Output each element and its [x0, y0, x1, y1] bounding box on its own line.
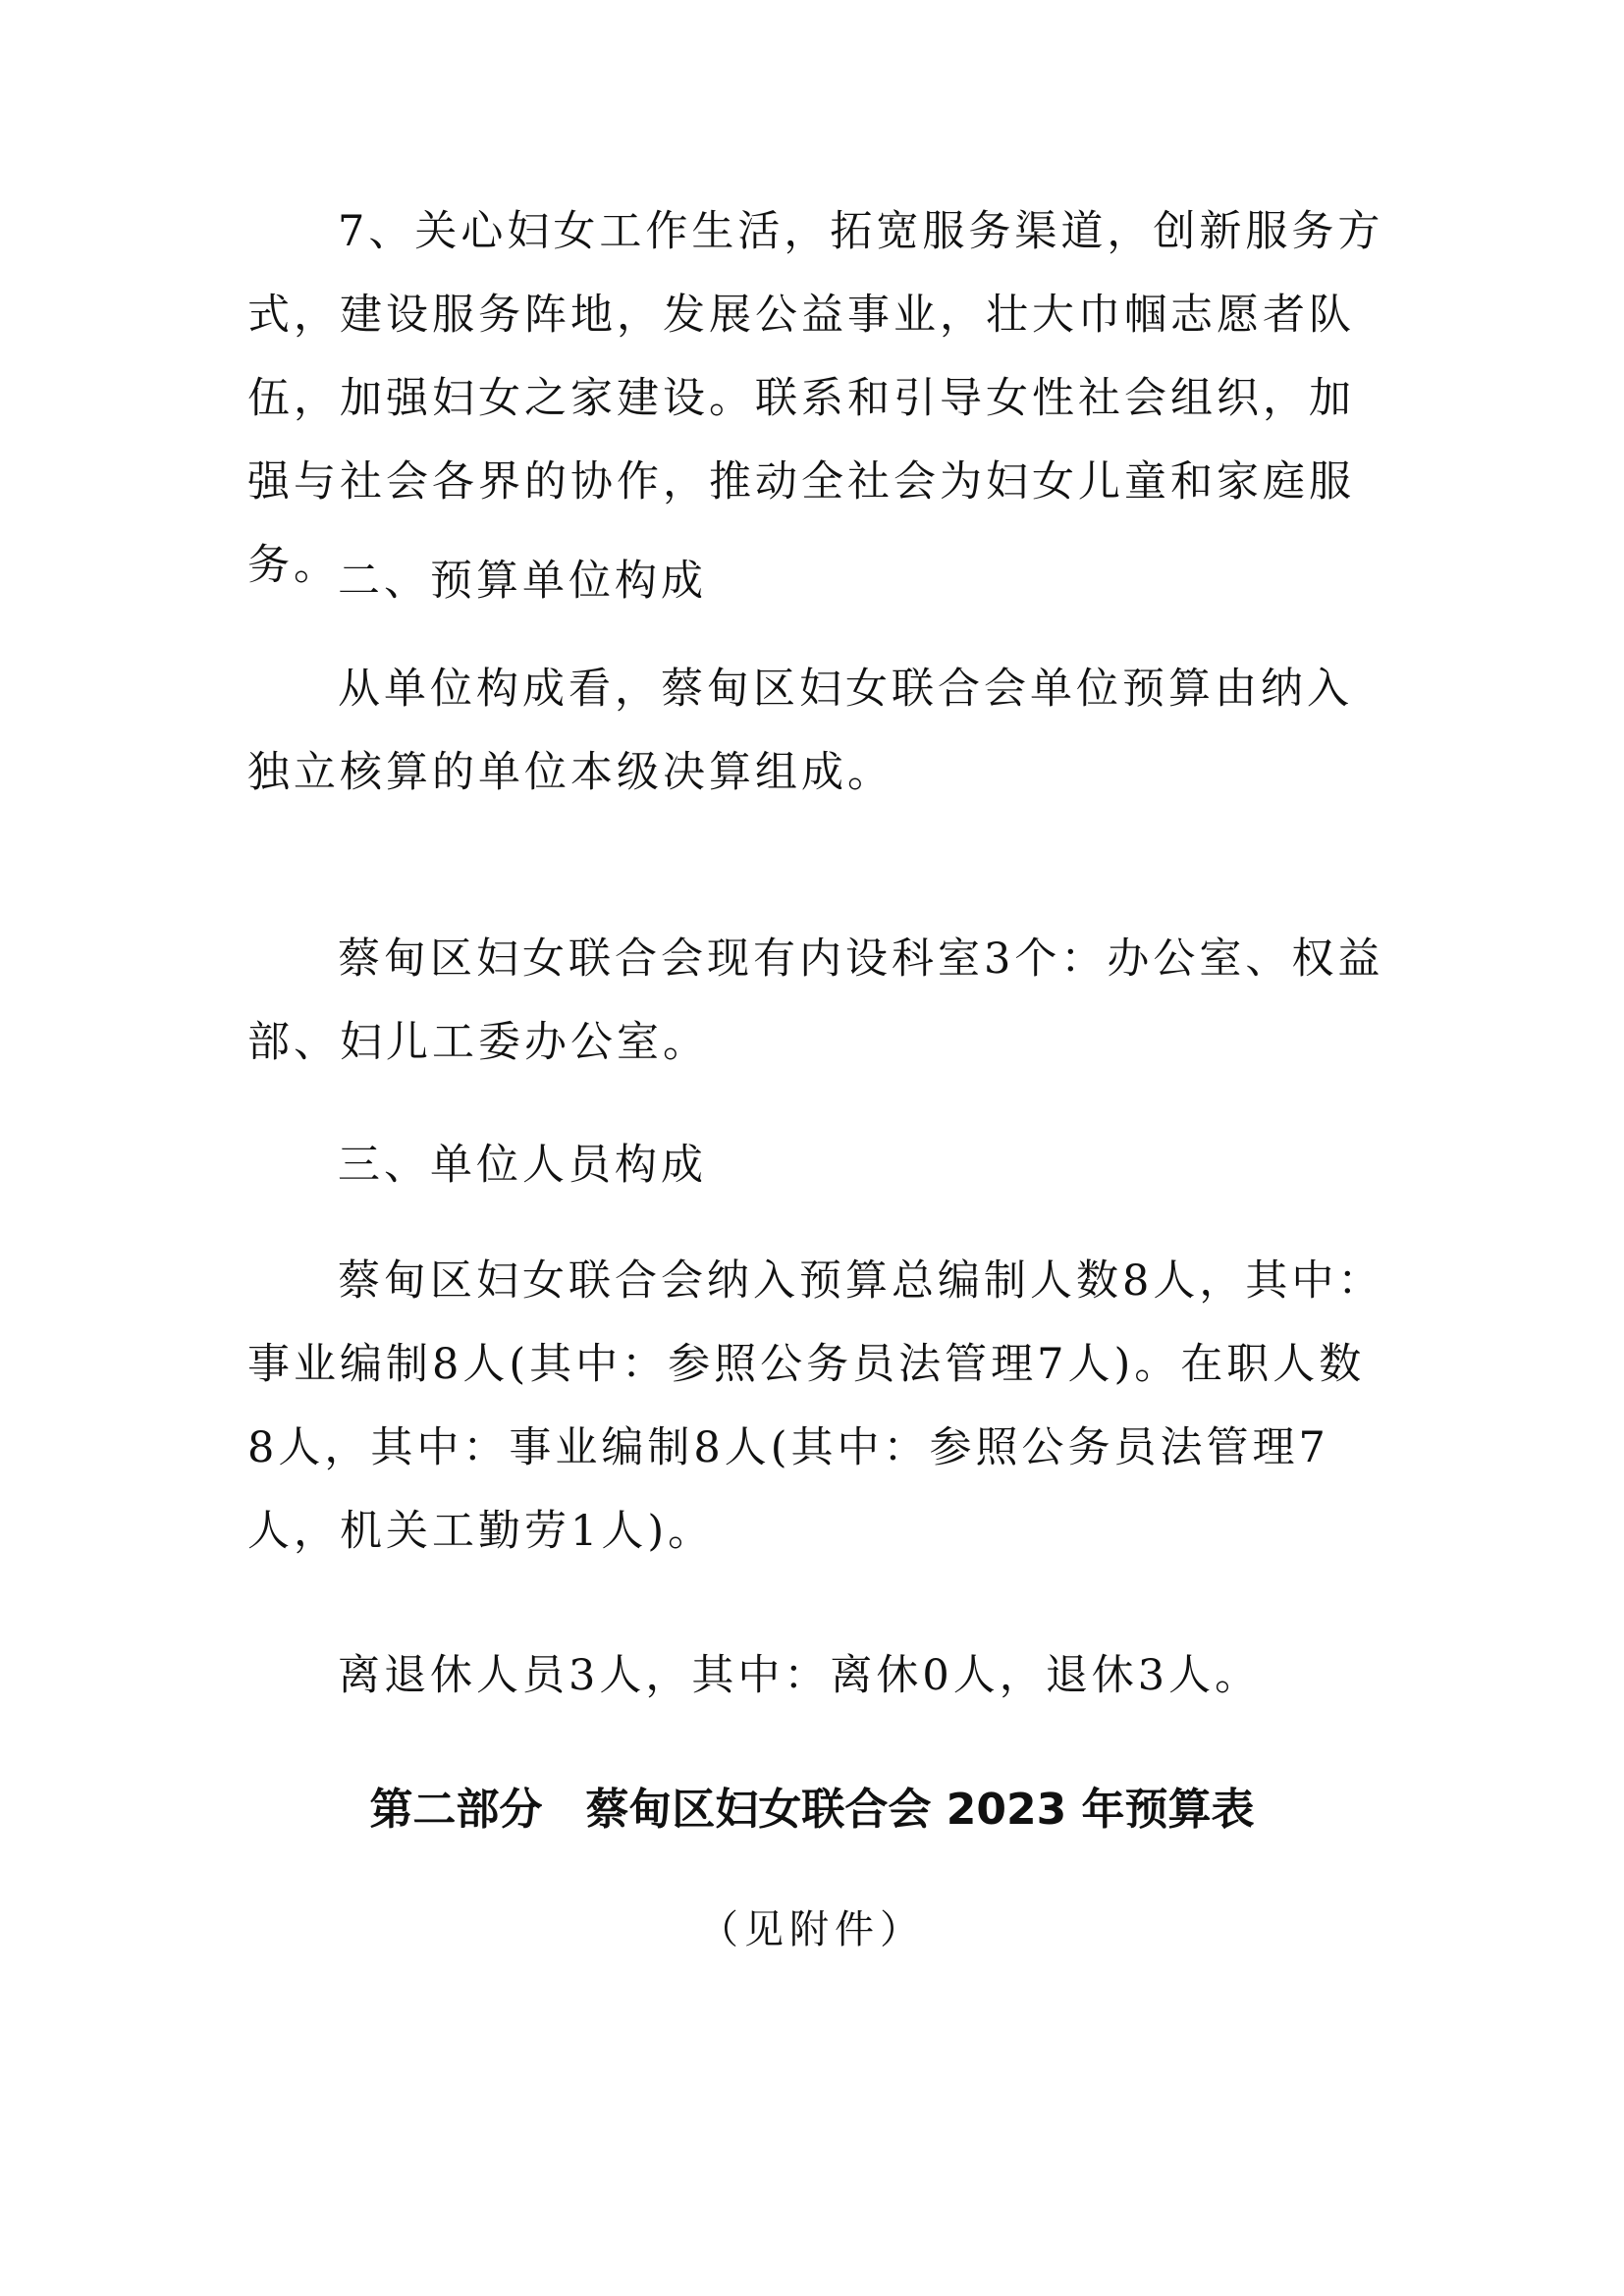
paragraph-unit-composition: 从单位构成看，蔡甸区妇女联合会单位预算由纳入独立核算的单位本级决算组成。 [247, 665, 1353, 797]
section-heading-staff-composition: 三、单位人员构成 [338, 1141, 707, 1190]
attachment-note: （见附件） [699, 1907, 925, 1952]
paragraph-retired-staff: 离退休人员3人，其中：离休0人，退休3人。 [338, 1651, 1262, 1700]
paragraph-internal-departments: 蔡甸区妇女联合会现有内设科室3个：办公室、权益部、妇儿工委办公室。 [247, 934, 1384, 1067]
paragraph-staff-numbers: 蔡甸区妇女联合会纳入预算总编制人数8人，其中：事业编制8人(其中：参照公务员法管理7人)。在职人数8人，其中：事业编制8人(其中：参照公务员法管理7人，机关工勤劳1人)。 [247, 1256, 1384, 1556]
part-two-title: 第二部分 蔡甸区妇女联合会 2023 年预算表 [369, 1785, 1255, 1835]
section-heading-budget-unit-composition: 二、预算单位构成 [338, 557, 707, 606]
paragraph-item-7: 7、关心妇女工作生活，拓宽服务渠道，创新服务方式，建设服务阵地，发展公益事业，壮大巾帼志愿者队伍，加强妇女之家建设。联系和引导女性社会组织，加强与社会各界的协作，推动全社会为妇女儿童和家庭服务。 [247, 207, 1384, 590]
